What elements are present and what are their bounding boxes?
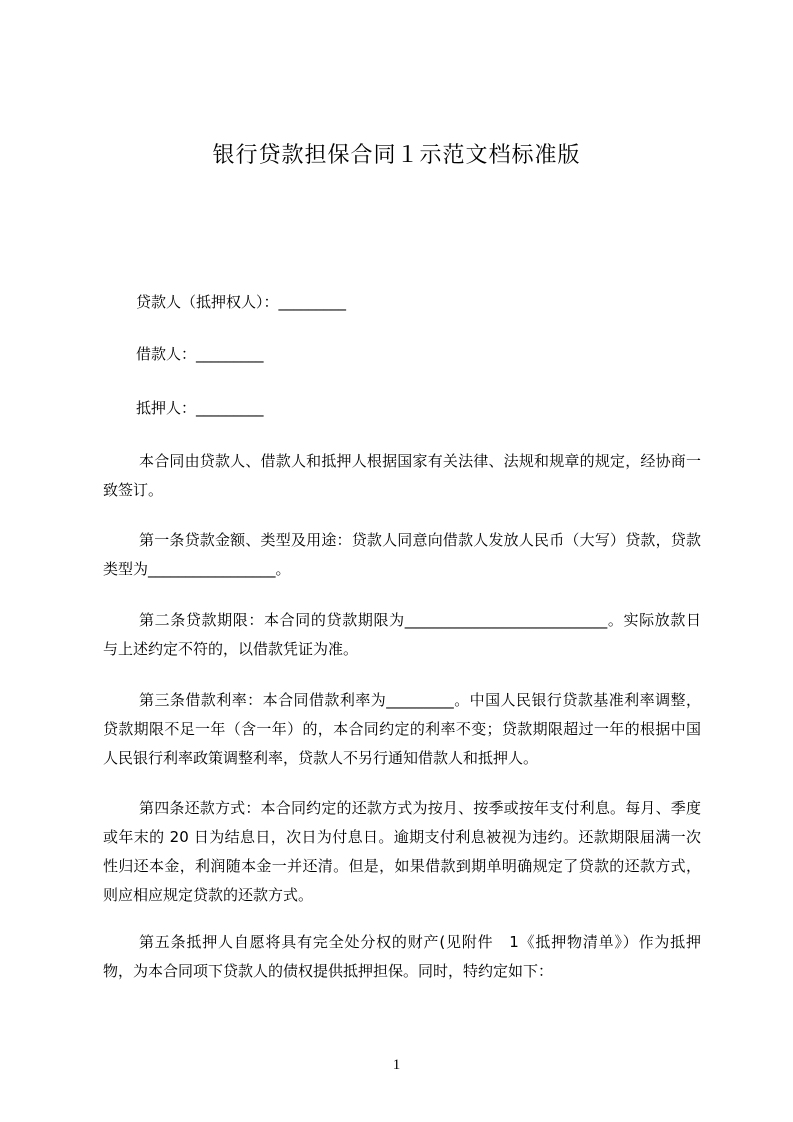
article-2-paragraph: 第二条贷款期限：本合同的贷款期限为___________________________。实际放款日与上述约定不符的，以借款凭证为准。 [103, 611, 701, 658]
article-1-paragraph: 第一条贷款金额、类型及用途：贷款人同意向借款人发放人民币（大写）贷款，贷款类型为_________________。 [103, 531, 701, 578]
borrower-field: 借款人：_________ [136, 345, 264, 363]
page-number: 1 [392, 1057, 401, 1073]
article-4-paragraph: 第四条还款方式：本合同约定的还款方式为按月、按季或按年支付利息。每月、季度或年末的 20 日为结息日，次日为付息日。逾期支付利息被视为违约。还款期限届满一次性归还本金，利润随本金一并还清。但是，如果借款到期单明确规定了贷款的还款方式，则应相应规定贷款的还款方式。 [103, 799, 701, 904]
lender-field: 贷款人（抵押权人）：_________ [136, 293, 347, 311]
document-title: 银行贷款担保合同１示范文档标准版 [212, 143, 581, 168]
article-3-paragraph: 第三条借款利率：本合同借款利率为_________。中国人民银行贷款基准利率调整，贷款期限不足一年（含一年）的，本合同约定的利率不变；贷款期限超过一年的根据中国人民银行利率政策调整利率，贷款人不另行通知借款人和抵押人。 [103, 691, 701, 767]
article-5-paragraph: 第五条抵押人自愿将具有完全处分权的财产(见附件 1《抵押物清单》）作为抵押物，为本合同项下贷款人的债权提供抵押担保。同时，特约定如下： [103, 933, 701, 980]
mortgagor-field: 抵押人：_________ [136, 399, 264, 417]
intro-paragraph: 本合同由贷款人、借款人和抵押人根据国家有关法律、法规和规章的规定，经协商一致签订。 [103, 452, 701, 499]
